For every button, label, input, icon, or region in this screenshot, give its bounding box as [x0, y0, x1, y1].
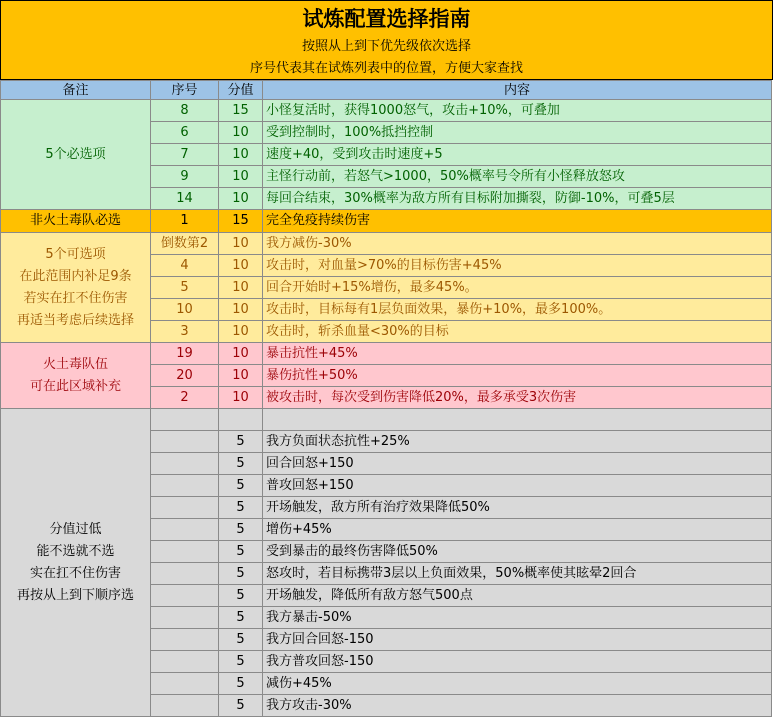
row-index-cell: 14 — [151, 188, 219, 210]
row-content-cell: 每回合结束，30%概率为敌方所有目标附加撕裂，防御-10%，可叠5层 — [263, 188, 772, 210]
group-note — [1, 210, 151, 233]
group-note-line: 在此范围内补足9条 — [19, 268, 132, 284]
column-header-content: 内容 — [263, 81, 772, 100]
row-index-cell — [151, 651, 219, 673]
row-index-cell: 20 — [151, 365, 219, 387]
row-index-cell: 8 — [151, 100, 219, 122]
group-note-line: 5个必选项 — [45, 146, 106, 162]
row-score-cell: 5 — [219, 629, 263, 651]
row-content-cell: 完全免疫持续伤害 — [263, 210, 772, 233]
column-header-score: 分值 — [219, 81, 263, 100]
row-index-cell — [151, 475, 219, 497]
row-score-cell — [219, 409, 263, 431]
group-note-line: 火土毒队伍 — [42, 356, 108, 372]
row-content-cell: 开场触发，降低所有敌方怒气500点 — [263, 585, 772, 607]
column-header-row — [1, 81, 772, 100]
row-score-cell: 5 — [219, 497, 263, 519]
group-note-line: 若实在扛不住伤害 — [23, 290, 128, 306]
row-score-cell: 10 — [219, 343, 263, 365]
row-content-cell: 我方回合回怒-150 — [263, 629, 772, 651]
row-index-cell: 6 — [151, 122, 219, 144]
row-content-cell: 我方暴击-50% — [263, 607, 772, 629]
row-score-cell: 5 — [219, 541, 263, 563]
row-content-cell: 暴击抗性+45% — [263, 343, 772, 365]
row-content-cell: 回合开始时+15%增伤，最多45%。 — [263, 277, 772, 299]
row-content-cell: 我方减伤-30% — [263, 233, 772, 255]
row-content-cell: 开场触发，敌方所有治疗效果降低50% — [263, 497, 772, 519]
row-score-cell: 5 — [219, 695, 263, 717]
row-index-cell: 4 — [151, 255, 219, 277]
row-index-cell: 19 — [151, 343, 219, 365]
row-index-cell — [151, 497, 219, 519]
row-score-cell: 5 — [219, 431, 263, 453]
row-index-cell — [151, 431, 219, 453]
table-row — [1, 100, 772, 122]
row-index-cell — [151, 563, 219, 585]
group-note — [1, 409, 151, 717]
row-score-cell: 10 — [219, 122, 263, 144]
table-row — [1, 343, 772, 365]
group-note — [1, 100, 151, 210]
row-content-cell — [263, 409, 772, 431]
row-content-cell: 攻击时，目标每有1层负面效果，暴伤+10%，最多100%。 — [263, 299, 772, 321]
row-index-cell: 10 — [151, 299, 219, 321]
row-index-cell: 9 — [151, 166, 219, 188]
row-content-cell: 暴伤抗性+50% — [263, 365, 772, 387]
row-index-cell: 5 — [151, 277, 219, 299]
row-content-cell: 我方普攻回怒-150 — [263, 651, 772, 673]
row-score-cell: 5 — [219, 563, 263, 585]
row-score-cell: 5 — [219, 453, 263, 475]
row-index-cell — [151, 541, 219, 563]
group-note-line: 再按从上到下顺序选 — [16, 587, 134, 603]
row-index-cell — [151, 629, 219, 651]
row-score-cell: 5 — [219, 519, 263, 541]
row-score-cell: 5 — [219, 651, 263, 673]
group-note-line: 非火土毒队必选 — [29, 213, 121, 228]
row-content-cell: 怒攻时，若目标携带3层以上负面效果，50%概率使其眩晕2回合 — [263, 563, 772, 585]
row-score-cell: 5 — [219, 475, 263, 497]
row-content-cell: 我方攻击-30% — [263, 695, 772, 717]
row-index-cell — [151, 673, 219, 695]
row-content-cell: 回合回怒+150 — [263, 453, 772, 475]
subtitle-priority: 按照从上到下优先级依次选择 — [301, 39, 471, 54]
table-row — [1, 210, 772, 233]
row-content-cell: 减伤+45% — [263, 673, 772, 695]
row-index-cell — [151, 585, 219, 607]
row-score-cell: 15 — [219, 100, 263, 122]
row-score-cell: 15 — [219, 210, 263, 233]
table-row — [1, 233, 772, 255]
row-content-cell: 速度+40，受到攻击时速度+5 — [263, 144, 772, 166]
row-content-cell: 受到控制时，100%抵挡控制 — [263, 122, 772, 144]
group-note — [1, 343, 151, 409]
title-banner — [0, 0, 773, 80]
row-index-cell — [151, 409, 219, 431]
row-index-cell — [151, 453, 219, 475]
row-score-cell: 10 — [219, 387, 263, 409]
row-score-cell: 5 — [219, 673, 263, 695]
row-score-cell: 5 — [219, 607, 263, 629]
row-score-cell: 5 — [219, 585, 263, 607]
row-score-cell: 10 — [219, 144, 263, 166]
column-header-note: 备注 — [1, 81, 151, 100]
row-score-cell: 10 — [219, 188, 263, 210]
row-score-cell: 10 — [219, 166, 263, 188]
row-content-cell: 攻击时，对血量>70%的目标伤害+45% — [263, 255, 772, 277]
group-note — [1, 233, 151, 343]
row-index-cell: 7 — [151, 144, 219, 166]
row-content-cell: 主怪行动前，若怒气>1000，50%概率号令所有小怪释放怒攻 — [263, 166, 772, 188]
row-content-cell: 我方负面状态抗性+25% — [263, 431, 772, 453]
row-index-cell: 1 — [151, 210, 219, 233]
row-score-cell: 10 — [219, 255, 263, 277]
row-content-cell: 被攻击时，每次受到伤害降低20%，最多承受3次伤害 — [263, 387, 772, 409]
subtitle-index-note: 序号代表其在试炼列表中的位置，方便大家查找 — [249, 61, 523, 76]
row-content-cell: 小怪复活时，获得1000怒气，攻击+10%，可叠加 — [263, 100, 772, 122]
row-score-cell: 10 — [219, 299, 263, 321]
row-score-cell: 10 — [219, 365, 263, 387]
page-title: 试炼配置选择指南 — [302, 7, 471, 31]
row-score-cell: 10 — [219, 233, 263, 255]
row-index-cell — [151, 519, 219, 541]
row-index-cell: 2 — [151, 387, 219, 409]
group-note-line: 实在扛不住伤害 — [29, 565, 121, 581]
row-index-cell — [151, 607, 219, 629]
group-note-line: 5个可选项 — [45, 246, 106, 262]
group-note-line: 可在此区域补充 — [29, 378, 121, 394]
row-content-cell: 增伤+45% — [263, 519, 772, 541]
group-note-line: 能不选就不选 — [36, 543, 115, 559]
row-score-cell: 10 — [219, 321, 263, 343]
row-content-cell: 普攻回怒+150 — [263, 475, 772, 497]
group-note-line: 再适当考虑后续选择 — [16, 312, 134, 328]
config-table — [0, 80, 772, 717]
row-score-cell: 10 — [219, 277, 263, 299]
row-content-cell: 受到暴击的最终伤害降低50% — [263, 541, 772, 563]
config-table-body — [1, 81, 772, 717]
column-header-index: 序号 — [151, 81, 219, 100]
row-index-cell: 3 — [151, 321, 219, 343]
row-content-cell: 攻击时，斩杀血量<30%的目标 — [263, 321, 772, 343]
row-index-cell: 倒数第2 — [151, 233, 219, 255]
table-row — [1, 409, 772, 431]
group-note-line: 分值过低 — [49, 521, 102, 537]
